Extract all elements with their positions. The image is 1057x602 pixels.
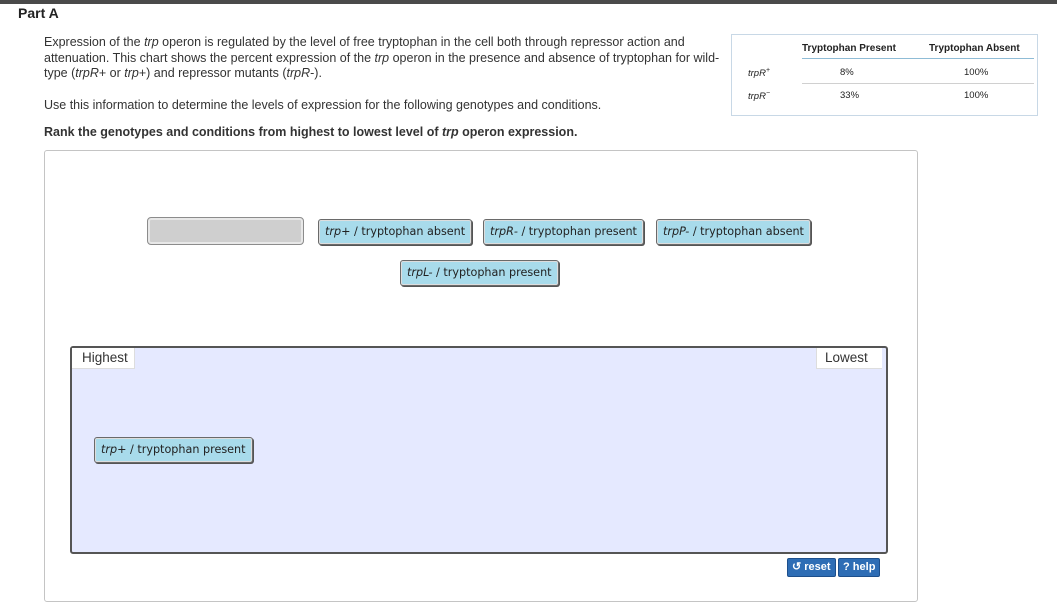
help-icon: ? [843, 561, 850, 573]
chip-trp-plus-present[interactable]: trp+ / tryptophan present [94, 437, 253, 463]
rank-instruction: Rank the genotypes and conditions from highest to lowest level of trp operon expression. [44, 125, 578, 139]
help-button[interactable]: ? help [838, 558, 880, 577]
chip-trpP-minus-absent[interactable]: trpP- / tryptophan absent [656, 219, 811, 245]
header-divider [802, 58, 1034, 59]
empty-drop-slot[interactable] [147, 217, 304, 245]
reset-icon: ↺ [792, 561, 802, 573]
cell-trpR-minus-absent: 100% [964, 90, 989, 101]
highest-label: Highest [72, 348, 135, 369]
chip-trpL-minus-present[interactable]: trpL- / tryptophan present [400, 260, 559, 286]
expression-table [731, 34, 1038, 116]
part-title: Part A [18, 5, 59, 21]
header-tryptophan-present: Tryptophan Present [802, 43, 896, 54]
reset-button[interactable]: ↺ reset [787, 558, 836, 577]
row-label-trpR-plus: trpR+ [748, 67, 771, 80]
instruction-text: Use this information to determine the levels of expression for the following genotypes and conditions. [44, 98, 602, 112]
cell-trpR-minus-present: 33% [840, 90, 860, 101]
header-tryptophan-absent: Tryptophan Absent [929, 43, 1020, 54]
chip-trpR-minus-present[interactable]: trpR- / tryptophan present [483, 219, 644, 245]
top-border [0, 0, 1057, 4]
cell-trpR-plus-present: 8% [840, 67, 854, 78]
row-label-trpR-minus: trpR− [748, 90, 771, 103]
intro-paragraph: Expression of the trp operon is regulated by the level of free tryptophan in the cell both through repressor action and attenuation. This chart shows the percent expression of the trp operon in the presence and absence of tryptophan for wild-type (trpR+ or trp+) and repressor mutants (trpR-). [44, 35, 720, 80]
row-divider [802, 83, 1034, 84]
lowest-label: Lowest [816, 348, 882, 369]
chip-trp-plus-absent[interactable]: trp+ / tryptophan absent [318, 219, 472, 245]
cell-trpR-plus-absent: 100% [964, 67, 989, 78]
